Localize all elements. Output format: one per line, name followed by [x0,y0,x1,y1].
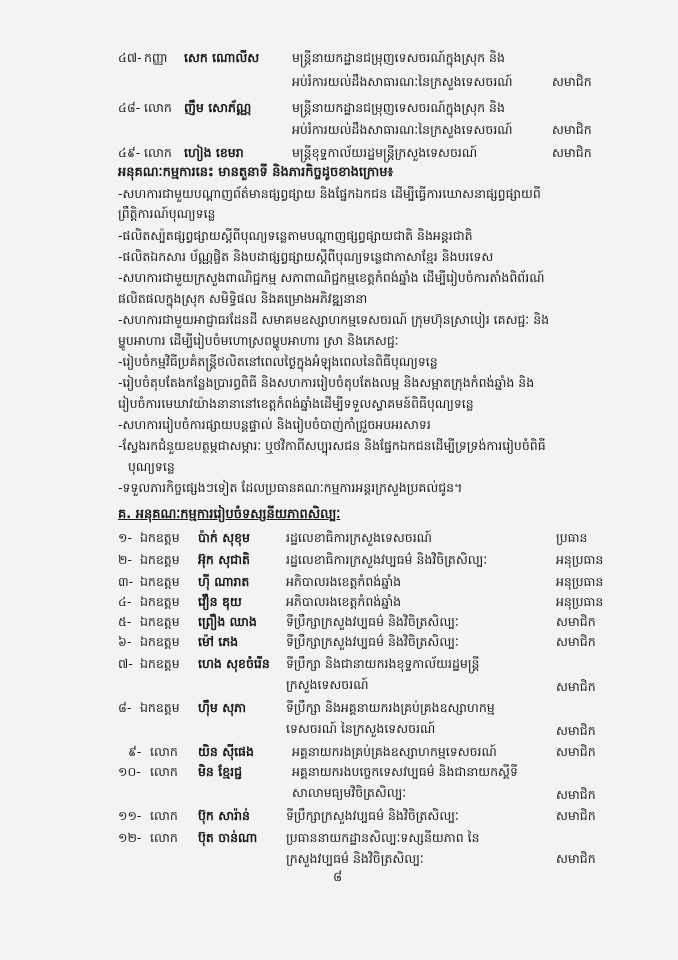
member-name: ញឹម សោភ័ណ្ណ [184,100,252,115]
member-number: ៧- [118,656,133,671]
member-name: ហ៊ឹម សុភា [198,700,246,715]
member-status: សមាជិក [556,634,596,649]
member-number: ២- [118,552,132,567]
duty-line: -សហការជាមួយក្រសួងពាណិជ្ជកម្ម សភាពាណិជ្ជកម្មខេត្តកំពង់ឆ្នាំង ដើម្បីរៀបចំការតាំងពិព័រណ៍ [118,270,545,285]
member-role-line: មន្ត្រីខុទ្ទកាល័យរដ្ឋមន្ត្រីក្រសួងទេសចរណ៍ [292,145,478,160]
duty-line: -រៀបចំតុបតែងកន្លែងប្រារព្ធពិធី និងសហការរៀបចំតុបតែងលម្អ និងសម្អាតក្រុងកំពង់ឆ្នាំង និង [118,375,535,390]
duty-line: -ផលិតស្ប៉តផ្សព្វផ្សាយស្តីពីបុណ្យទន្លេតាមបណ្តាញផ្សព្វផ្សាយជាតិ និងអន្តរជាតិ [118,228,473,243]
member-title: ឯកឧត្តម [140,700,180,715]
member-role-line: ទីប្រឹក្សា និងអគ្គនាយករងគ្រប់គ្រងឧស្សាហកម្ម [286,700,495,715]
member-role-line: ទីប្រឹក្សាក្រសួងវប្បធម៌ និងវិចិត្រសិល្បៈ [286,634,459,649]
duty-line: ព្រឹត្តិការណ៍បុណ្យទន្លេ [118,206,216,221]
member-status: អនុប្រធាន [556,574,604,589]
member-status: សមាជិក [556,808,596,823]
member-title: លោក [144,100,172,115]
member-status: ប្រធាន [556,530,588,545]
member-title: លោក [144,145,172,160]
member-title: ឯកឧត្តម [140,552,180,567]
member-role-line: ទីប្រឹក្សាក្រសួងវប្បធម៌ និងវិចិត្រសិល្បៈ [286,614,459,629]
member-status: សមាជិក [556,614,596,629]
duty-line: -សហការជាមួយបណ្តាញព័ត៌មានផ្សព្វផ្សាយ និងផ្នែកឯកជន ដើម្បីធ្វើការឃោសនាផ្សព្វផ្សាយពី [118,186,541,201]
duty-line: ម្ហូបអាហារ ដើម្បីរៀបចំមហោស្រពម្ហូបអាហារ ស្រា និងភេសជ្ជៈ [118,333,399,348]
member-role-line: ក្រសួងទេសចរណ៍ [286,677,369,692]
duty-line: -ស្វែងរកជំនួយឧបត្ថម្ភជាសម្ភារៈ ឬថវិកាពីសប្បុរសជន និងផ្នែកឯកជនដើម្បីទ្រទ្រង់ការរៀបចំពិធី [118,438,546,453]
member-name: វឿន ឌុយ [198,594,242,609]
duty-line: -សហការរៀបចំការផ្សាយបន្តផ្ទាល់ និងរៀបចំបាញ់កាំជ្រួចអបអរសាទរ [118,417,431,432]
section-heading: គ. អនុគណៈកម្មការរៀបចំទស្សនីយភាពសិល្បៈ [118,507,341,522]
member-title: លោក [150,808,178,823]
member-title: កញ្ញា [144,50,168,65]
member-role-line: ទីប្រឹក្សា និងជានាយករងខុទ្ទកាល័យរដ្ឋមន្ត្រី [286,656,480,671]
member-role-line: រដ្ឋលេខាធិការក្រសួងទេសចរណ៍ [286,530,432,545]
member-name: សេក ណោលីស [184,50,260,65]
member-name: ប៊ុក សារ៉ាន់ [198,808,250,823]
member-title: លោក [150,764,178,779]
member-name: អ៊ុក សុជាតិ [198,552,250,567]
member-status: សមាជិក [552,74,592,89]
member-role-line: ក្រសួងវប្បធម៌ និងវិចិត្រសិល្បៈ [286,851,424,866]
member-title: លោក [150,744,178,759]
member-role-line: សាលាមធ្យមវិចិត្រសិល្បៈ [292,785,407,800]
member-role-line: មន្ត្រីនាយកដ្ឋានជម្រុញទេសចរណ៍ក្នុងស្រុក និង [292,50,505,65]
member-number: ១- [118,530,132,545]
member-title: ឯកឧត្តម [140,634,180,649]
member-name: ព្រឿង ឈាង [198,614,257,629]
member-role-line: អប់រំការយល់ដឹងសាធារណៈនៃក្រសួងទេសចរណ៍ [292,122,513,137]
member-name: ប៊ុត ចាន់ណា [198,830,258,845]
member-number: ១១- [118,808,142,823]
duties-heading: អនុគណៈកម្មការនេះ មានតួនាទី និងភារកិច្ចដូចខាងក្រោម៖ [118,165,394,180]
member-title: ឯកឧត្តម [140,574,180,589]
member-title: ឯកឧត្តម [140,614,180,629]
member-role-line: អគ្គនាយករងគ្រប់គ្រងឧស្សាហកម្មទេសចរណ៍ [292,744,497,759]
member-role-line: អភិបាលរងខេត្តកំពង់ឆ្នាំង [286,594,402,609]
page-number: ៨ [333,870,343,885]
member-number: ១២- [118,830,142,845]
member-title: ឯកឧត្តម [140,656,180,671]
member-role-line: ទីប្រឹក្សាក្រសួងវប្បធម៌ និងវិចិត្រសិល្បៈ [286,808,459,823]
member-number: ៤៨- [118,100,141,115]
member-status: សមាជិក [556,723,596,738]
member-status: អនុប្រធាន [556,552,604,567]
member-name: ហេង សុខចំរើន [198,656,270,671]
member-number: ៤- [118,594,132,609]
member-role-line: អភិបាលរងខេត្តកំពង់ឆ្នាំង [286,574,402,589]
duty-line: -ផលិតឯកសារ ប័ណ្ណផ្ចិត និងបដាផ្សព្វផ្សាយស្តីពីបុណ្យទន្លេជាភាសាខ្មែរ និងបរទេស [118,249,494,264]
member-status: អនុប្រធាន [556,594,604,609]
member-role-line: អគ្គនាយករងបច្ចេកទេសវប្បធម៌ និងជានាយកស្តីទី [292,764,518,779]
member-number: ១០- [118,764,141,779]
member-status: សមាជិក [552,145,592,160]
member-status: សមាជិក [556,679,596,694]
member-role-line: មន្ត្រីនាយកដ្ឋានជម្រុញទេសចរណ៍ក្នុងស្រុក និង [292,100,505,115]
member-name: ម៉ៅ ភេង [198,634,239,649]
member-status: សមាជិក [556,744,596,759]
duty-line: -សហការជាមួយអាជ្ញាធរដែនដី សមាគមឧស្សាហកម្មទេសចរណ៍ ក្រុមហ៊ុនស្រាបៀរ គេសជ្ជៈ និង [118,312,550,327]
member-name: ហៀង ខេមរា [184,145,244,160]
duty-line: ផលិតផលក្នុងស្រុក សមិទ្ធិផល និងគម្រោងអភិវឌ្ឍនានា [118,291,368,306]
member-title: ឯកឧត្តម [140,594,180,609]
member-role-line: រដ្ឋលេខាធិការក្រសួងវប្បធម៌ និងវិចិត្រសិល្បៈ [286,552,488,567]
member-number: ៤៧- [118,50,142,65]
member-name: ប៉ាក់ សុខុម [198,530,250,545]
member-number: ៩- [128,744,142,759]
member-number: ៨- [118,700,132,715]
member-number: ៦- [118,634,132,649]
member-status: សមាជិក [552,122,592,137]
member-role-line: ទេសចរណ៍ នៃក្រសួងទេសចរណ៍ [286,721,436,736]
member-number: ៣- [118,574,134,589]
member-number: ៥- [118,614,132,629]
member-status: សមាជិក [556,787,596,802]
member-name: ហ៊ី ណារាត [198,574,250,589]
member-name: មិន ខ្មែរជ្ជ [198,764,243,779]
member-name: យិន ស៊ីផេង [198,744,254,759]
duty-line: -រៀបចំកម្មវិធីប្រគំតន្ត្រីថលិតនៅពេលថ្ងៃក្នុងអំឡុងពេលនៃពិធីបុណ្យទន្លេ [118,354,438,369]
duty-line: បុណ្យទន្លេ [128,459,175,474]
duty-line: -ទទួលភារកិច្ចផ្សេងៗទៀត ដែលប្រធានគណៈកម្មការអន្តរក្រសួងប្រគល់ជូន។ [118,480,463,495]
member-title: លោក [150,830,178,845]
member-number: ៤៩- [118,145,141,160]
member-title: ឯកឧត្តម [140,530,180,545]
member-role-line: ប្រធាននាយកដ្ឋានសិល្បៈទស្សនីយភាព នៃ [286,830,480,845]
duty-line: រៀបចំការមេឃាវយ៉ាងនានានៅខេត្តកំពង់ឆ្នាំងដើម្បីទទួលស្វាគមន៍ពិធីបុណ្យទន្លេ [118,396,474,411]
member-status: សមាជិក [556,851,596,866]
member-role-line: អប់រំការយល់ដឹងសាធារណៈនៃក្រសួងទេសចរណ៍ [292,74,513,89]
